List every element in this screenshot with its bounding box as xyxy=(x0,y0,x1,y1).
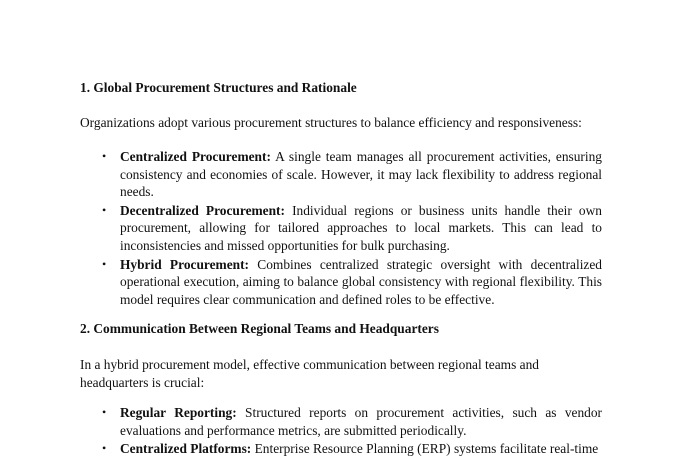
section-1-intro: Organizations adopt various procurement structures to balance efficiency and responsiveness: xyxy=(80,115,582,130)
section-1-heading: 1. Global Procurement Structures and Rationale xyxy=(80,80,357,95)
desc-centralized: A single team manages all procurement activities, ensuring consistency and economies of scale. However, it may lack flexibility to address regional needs. xyxy=(120,149,603,200)
desc-decentralized: Individual regions or business units handle their own procurement, allowing for tailored approaches to local markets. This can lead to inconsistencies and missed opportunities for bulk purchasing. xyxy=(120,202,602,253)
term-centralized: Centralized Procurement: xyxy=(120,149,271,164)
bullet-icon: • xyxy=(102,405,107,419)
term-regular-reporting: Regular Reporting: xyxy=(120,405,237,420)
list-item-decentralized xyxy=(80,202,602,255)
bullet-icon: • xyxy=(102,256,107,271)
desc-centralized-platforms: Enterprise Resource Planning (ERP) systems facilitate real-time xyxy=(251,441,599,457)
term-hybrid: Hybrid Procurement: xyxy=(120,256,250,272)
desc-regular-reporting: Structured reports on procurement activities, such as vendor evaluations and performance metrics, are submitted periodically. xyxy=(120,405,603,438)
bullet-icon: • xyxy=(102,441,107,456)
list-item-regular-reporting xyxy=(80,404,602,439)
list-item-centralized-platforms xyxy=(80,440,602,458)
bullet-icon: • xyxy=(102,202,107,217)
section-2-list xyxy=(80,404,602,459)
desc-hybrid: Combines centralized strategic oversight with decentralized operational execution, aiming to balance global consistency with regional flexibility. This model requires clear communication and defined roles to be effective. xyxy=(120,256,602,307)
section-2-intro: In a hybrid procurement model, effective communication between regional teams and headquarters is crucial: xyxy=(80,357,539,390)
term-decentralized: Decentralized Procurement: xyxy=(120,202,285,218)
section-2-heading: 2. Communication Between Regional Teams and Headquarters xyxy=(80,321,439,336)
section-1-list xyxy=(80,148,602,309)
term-centralized-platforms: Centralized Platforms: xyxy=(120,441,252,457)
list-item-hybrid xyxy=(80,256,602,309)
list-item-centralized xyxy=(80,148,602,201)
bullet-icon: • xyxy=(102,149,107,163)
